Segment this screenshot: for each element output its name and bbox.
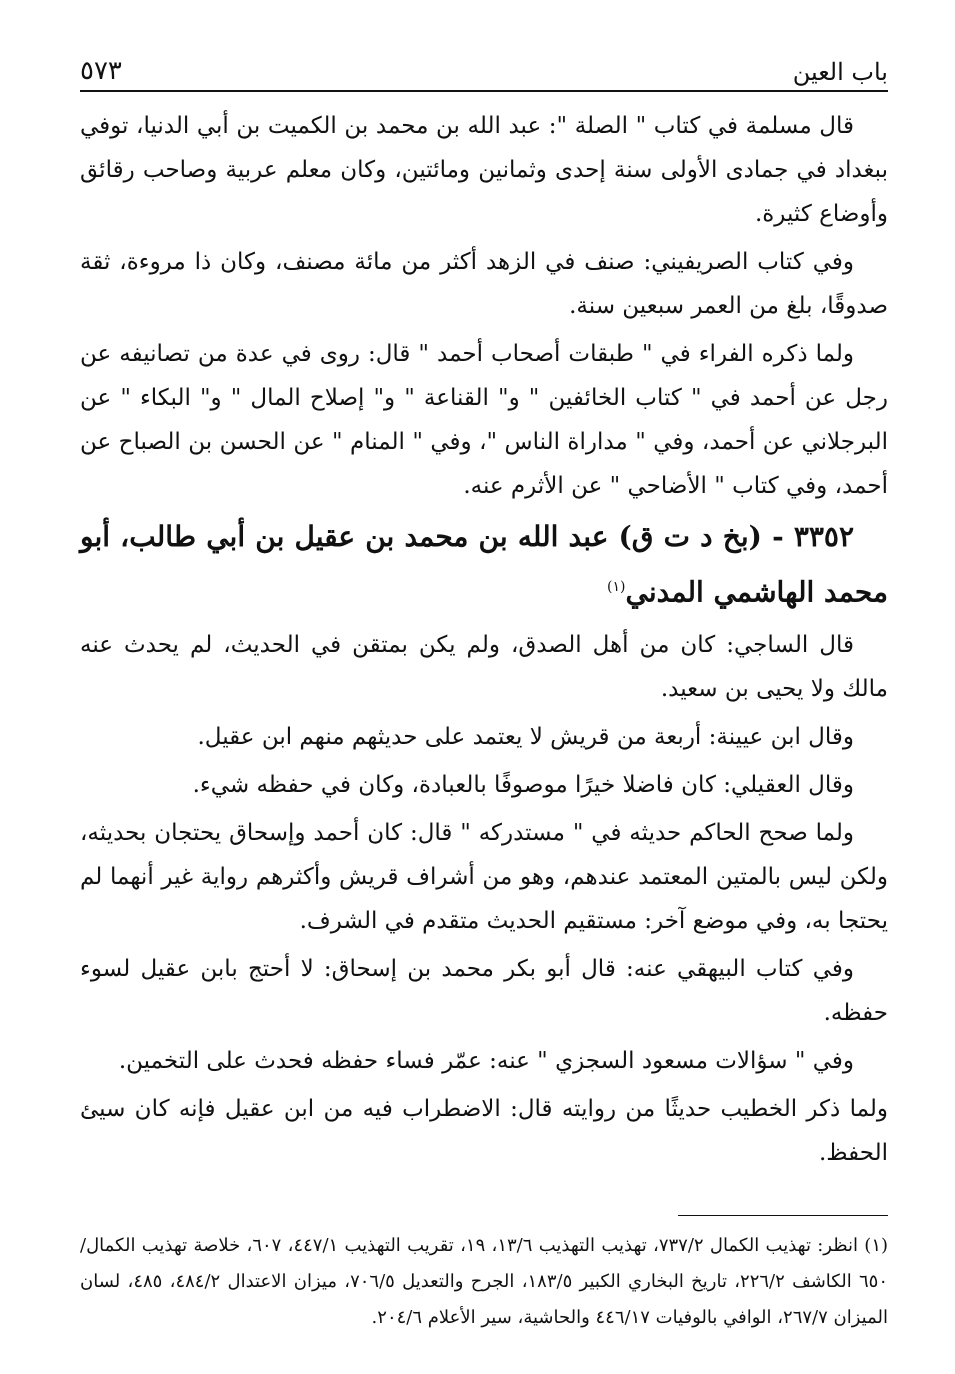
paragraph: قال الساجي: كان من أهل الصدق، ولم يكن بمتقن في الحديث، لم يحدث عنه مالك ولا يحيى بن سعيد. — [80, 632, 888, 703]
footnotes — [80, 1228, 888, 1336]
paragraph: وفي كتاب الصريفيني: صنف في الزهد أكثر من مائة مصنف، وكان ذا مروءة، ثقة صدوقًا، بلغ من العمر سبعين سنة. — [80, 249, 888, 319]
page-body — [80, 104, 888, 1175]
footnote-divider — [678, 1215, 888, 1216]
page-number: ٥٧٣ — [80, 56, 122, 86]
footnote: (١) انظر: تهذيب الكمال ٧٣٧/٢، تهذيب التهذيب ١٣/٦، ١٩، تقريب التهذيب ٤٤٧/١، ٦٠٧، خلاصة تهذيب الكمال/٦٥٠ الكاشف ٢٢٦/٢، تاريخ البخاري الكبير ١٨٣/٥، الجرح والتعديل ٧٠٦/٥، ميزان الاعتدال ٤٨٤/٢، ٤٨٥، لسان الميزان ٢٦٧/٧، الوافي بالوفيات ٤٤٦/١٧ والحاشية، سير الأعلام ٢٠٤/٦. — [80, 1235, 889, 1329]
paragraph: ولما صحح الحاكم حديثه في " مستدركه " قال: كان أحمد وإسحاق يحتجان بحديثه، ولكن ليس بالمتين المعتمد عندهم، وهو من أشراف قريش وأكثرهم رواية غير أنهما لم يحتجا به، وفي موضع آخر: مستقيم الحديث متقدم في الشرف. — [80, 820, 888, 935]
paragraph: وقال ابن عيينة: أربعة من قريش لا يعتمد على حديثهم منهم ابن عقيل. — [197, 724, 854, 751]
chapter-title: باب العين — [792, 58, 888, 86]
paragraph: وقال العقيلي: كان فاضلا خيرًا موصوفًا بالعبادة، وكان في حفظه شيء. — [192, 772, 854, 799]
paragraph: قال مسلمة في كتاب " الصلة ": عبد الله بن محمد بن الكميت بن أبي الدنيا، توفي ببغداد في جمادى الأولى سنة إحدى وثمانين ومائتين، وكان معلم عربية وصاحب رقائق وأوضاع كثيرة. — [80, 113, 888, 227]
book-page — [80, 42, 888, 1342]
paragraph: ولما ذكر الخطيب حديثًا من روايته قال: الاضطراب فيه من ابن عقيل فإنه كان سيئ الحفظ. — [80, 1096, 888, 1167]
paragraph: وفي كتاب البيهقي عنه: قال أبو بكر محمد بن إسحاق: لا أحتج بابن عقيل لسوء حفظه. — [80, 956, 888, 1027]
page-header — [80, 42, 888, 92]
paragraph: ولما ذكره الفراء في " طبقات أصحاب أحمد " قال: روى في عدة من تصانيفه عن رجل عن أحمد في " كتاب الخائفين " و" القناعة " و" إصلاح المال " و" البكاء " عن البرجلاني عن أحمد، وفي " مداراة الناس "، وفي " المنام " عن الحسن بن الصباح عن أحمد، وفي كتاب " الأضاحي " عن الأثرم عنه. — [80, 341, 888, 499]
entry-heading — [80, 512, 888, 617]
paragraph: وفي " سؤالات مسعود السجزي " عنه: عمّر فساء حفظه فحدث على التخمين. — [118, 1048, 854, 1075]
footnote-reference: (١) — [607, 579, 626, 595]
entry-heading-text: ٣٣٥٢ - (بخ د ت ق) عبد الله بن محمد بن عقيل بن أبي طالب، أبو محمد الهاشمي المدني — [80, 520, 888, 609]
